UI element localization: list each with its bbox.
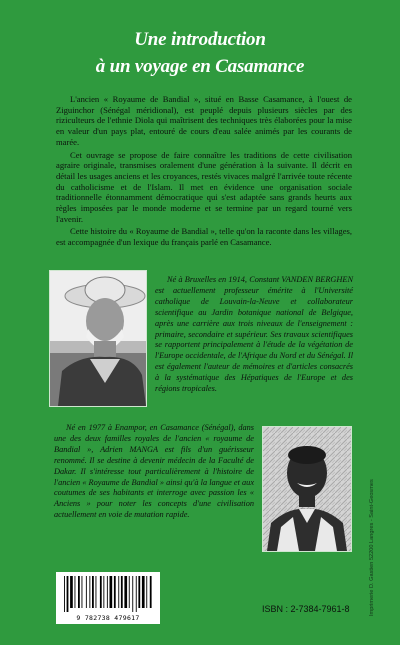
barcode-bar — [75, 576, 76, 608]
barcode-bar — [96, 576, 97, 608]
barcode-bar — [100, 576, 102, 608]
barcode-bar — [82, 576, 83, 608]
barcode — [56, 572, 160, 624]
intro-paragraph: L'ancien « Royaume de Bandial », situé en Basse Casamance, à l'ouest de Ziguinchor (Sénégal méridional), est peuplé depuis plusieurs siècles par des riziculteurs de l'ethnie Diola qui maîtrisent des techniques très élaborées pour la mise en valeur d'un pays plat, entouré de cours d'eau salée animés par les courants de marée. — [56, 94, 352, 147]
barcode-bar — [150, 576, 152, 608]
barcode-bar — [78, 576, 80, 608]
barcode-bar — [110, 576, 113, 608]
barcode-bar — [124, 576, 127, 608]
portrait-man-hat-illustration — [50, 271, 146, 406]
barcode-bar — [86, 576, 87, 608]
cover-title — [0, 26, 400, 80]
portrait-young-man-illustration — [263, 427, 351, 551]
title-line-1: Une introduction — [134, 29, 266, 50]
barcode-bar — [70, 576, 73, 608]
barcode-digits: 9 782738 479617 — [76, 614, 140, 622]
barcode-bar — [129, 576, 130, 608]
intro-paragraph: Cet ouvrage se propose de faire connaître les traditions de cette civilisation agraire originale, transmises oralement d'une génération à la suivante. Il décrit en détail les usages anciens et les croyances, restés vivaces malgré l'arrivée toute récente du catholicisme et de l'Islam. Il met en évidence une organisation sociale traditionnelle étonnamment démocratique qui s'est adaptée sans grands heurts aux règles imposées par le monde moderne et se termine par un regard tourné vers l'avenir. — [56, 149, 352, 224]
bio-text: Né à Bruxelles en 1914, Constant VANDEN BERGHEN est actuellement professeur émérite à l'Université catholique de Louvain-la-Neuve et collaborateur scientifique au Jardin botanique national de Belgique, après une carrière aux trois niveaux de l'enseignement : primaire, secondaire et supérieur. Ses travaux scientifiques se rapportent principalement à l'étude de la végétation de l'Europe occidentale, de l'Afrique du Nord et du Sénégal. Il est également l'auteur de mémoires et d'articles consacrés à la systématique des Hépatiques de l'Europe et des régions tropicales. — [155, 275, 353, 394]
barcode-bar — [146, 576, 147, 608]
author-bio-vanden-berghen — [155, 275, 353, 395]
barcode-bar — [64, 576, 65, 612]
title-line-2: à un voyage en Casamance — [95, 56, 305, 77]
barcode-bar — [92, 576, 94, 608]
barcode-bars — [62, 576, 154, 612]
barcode-bar — [132, 576, 133, 612]
intro-paragraph: Cette histoire du « Royaume de Bandial », telle qu'on la raconte dans les villages, est accompagnée d'un lexique du français parlé en Casamance. — [56, 226, 352, 248]
intro-text — [56, 94, 352, 250]
barcode-bar — [107, 576, 108, 608]
printer-imprint: Imprimerie D. Gastien 52200 Langres - Saint-Geosmes — [369, 479, 375, 616]
barcode-bar — [121, 576, 123, 608]
author-photo-manga — [262, 426, 352, 552]
author-bio-manga — [54, 423, 254, 521]
barcode-bar — [67, 576, 69, 612]
barcode-bar — [136, 576, 137, 612]
barcode-bar — [89, 576, 90, 608]
barcode-bar — [142, 576, 145, 608]
barcode-bar — [118, 576, 119, 608]
isbn-number: ISBN : 2-7384-7961-8 — [262, 604, 350, 614]
barcode-bar — [103, 576, 104, 608]
barcode-bar — [138, 576, 140, 608]
barcode-bar — [114, 576, 116, 608]
bio-text: Né en 1977 à Enampor, en Casamance (Sénégal), dans une des deux familles royales de l'ancien « royaume de Bandial », Adrien MANGA est fils d'un guérisseur renommé. Il se destine à devenir médecin de la Faculté de Dakar. Il s'intéresse tout particulièrement à l'histoire de l'ancien « Royaume de Bandial » ainsi qu'à la langue et aux coutumes de ses habitants et interroge avec passion les « Anciens » pour noter les concepts d'une civilisation actuellement en voie de mutation rapide. — [54, 423, 254, 520]
author-photo-vanden-berghen — [49, 270, 147, 407]
